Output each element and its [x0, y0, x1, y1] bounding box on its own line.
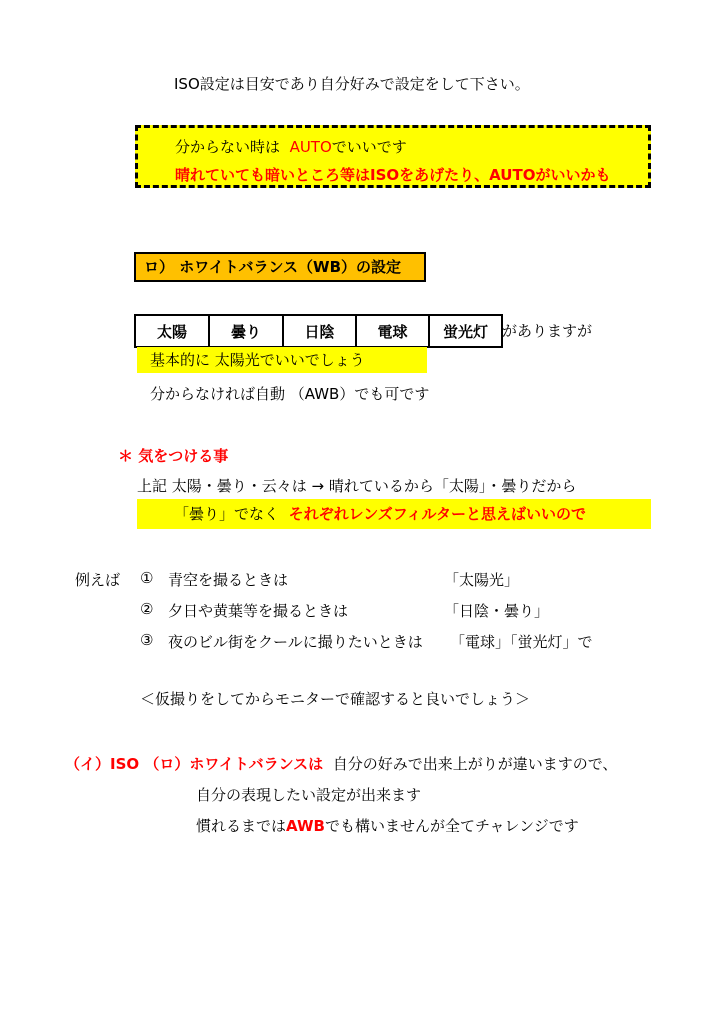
auto-callout-box — [135, 125, 651, 188]
wb-option-cell: 蛍光灯 — [429, 315, 502, 347]
summary-line-1-rest: 自分の好みで出来上がりが違いますので、 — [332, 755, 618, 773]
wb-basic-text: 基本的に 太陽光でいいでしょう — [150, 351, 365, 369]
wb-options-suffix: がありますが — [502, 322, 593, 340]
example-setting: 「電球」「蛍光灯」で — [450, 633, 593, 651]
example-num: ① — [140, 569, 154, 587]
wb-option-cell: 日陰 — [283, 315, 356, 347]
test-shot-note: ＜仮撮りをしてからモニターで確認すると良いでしょう＞ — [140, 690, 531, 708]
summary-awb: AWB — [286, 817, 325, 835]
caution-line-2-emphasis: それぞれレンズフィルターと思えばいいので — [288, 505, 586, 523]
callout-line-1 — [175, 136, 407, 157]
summary-line-2: 自分の表現したい設定が出来ます — [196, 786, 422, 804]
summary-red-prefix: （イ）ISO （ロ）ホワイトバランスは — [65, 755, 324, 773]
callout-line-1-suffix: でいいです — [331, 138, 407, 156]
example-setting: 「太陽光」 — [444, 571, 520, 589]
summary-line-3-suffix: でも構いませんが全てチャレンジです — [324, 817, 579, 835]
summary-line-3 — [196, 815, 579, 836]
callout-auto-word: AUTO — [289, 138, 332, 156]
example-setting: 「日陰・曇り」 — [444, 602, 550, 620]
summary-line-3-prefix: 慣れるまでは — [196, 817, 287, 835]
callout-line-1-prefix: 分からない時は — [175, 138, 281, 156]
wb-auto-line: 分からなければ自動 （AWB）でも可です — [150, 385, 430, 403]
example-text: 青空を撮るときは — [168, 571, 289, 589]
example-num: ② — [140, 600, 154, 618]
wb-option-cell: 太陽 — [135, 315, 209, 347]
callout-line-2: 晴れていても暗いところ等はISOをあげたり、AUTOがいいかも — [175, 166, 611, 184]
wb-option-cell: 電球 — [356, 315, 429, 347]
wb-section-heading: ロ） ホワイトバランス（WB）の設定 — [134, 252, 426, 282]
example-text: 夜のビル街をクールに撮りたいときは — [168, 633, 423, 651]
caution-line-2-prefix: 「曇り」でなく — [174, 505, 280, 523]
examples-lead: 例えば — [75, 571, 121, 589]
iso-note: ISO設定は目安であり自分好みで設定をして下さい。 — [174, 75, 530, 93]
summary-line-1 — [65, 753, 617, 774]
caution-title: ＊ 気をつける事 — [118, 447, 229, 465]
wb-options-table — [134, 314, 503, 348]
caution-line-2 — [137, 499, 651, 529]
example-text: 夕日や黄葉等を撮るときは — [168, 602, 349, 620]
wb-option-cell: 曇り — [209, 315, 283, 347]
example-num: ③ — [140, 631, 154, 649]
wb-basic-line — [137, 347, 427, 373]
caution-line-1: 上記 太陽・曇り・云々は → 晴れているから「太陽」・曇りだから — [137, 477, 577, 495]
